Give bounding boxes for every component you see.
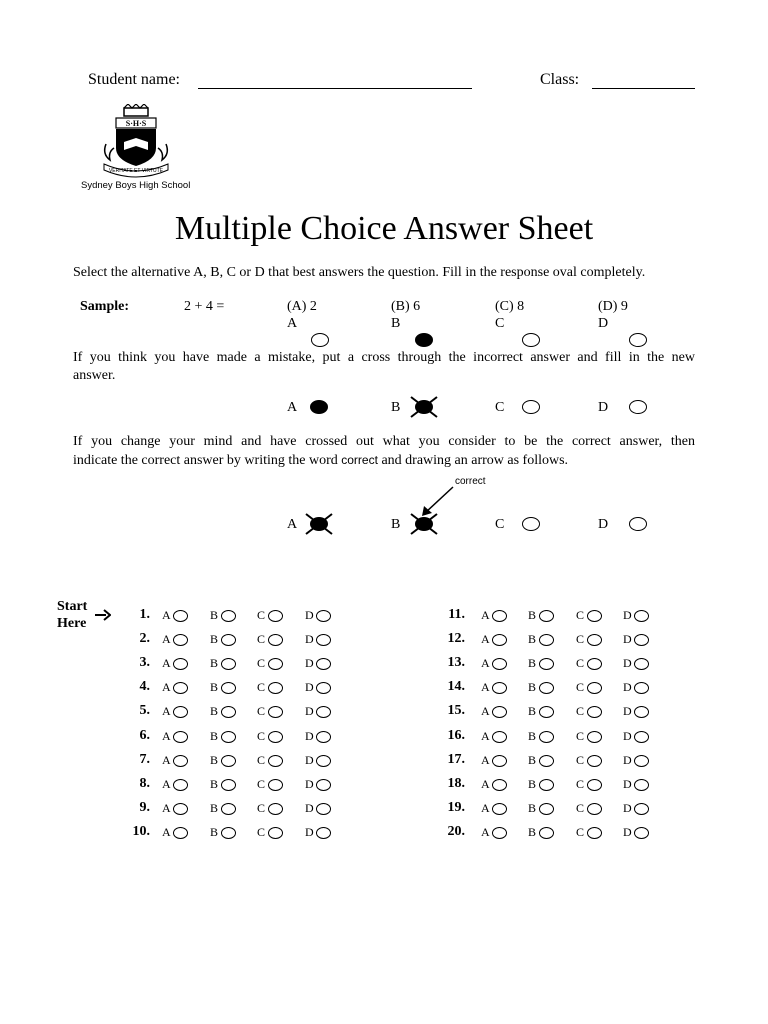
option-letter-b: B [528,656,537,670]
sample-option-c-text: (C) 8 [495,299,525,314]
answer-oval-b[interactable] [539,634,554,646]
answer-oval-d[interactable] [316,706,331,718]
answer-oval-c[interactable] [587,610,602,622]
mistake-oval-d [629,400,647,414]
option-letter-d: D [305,801,314,815]
answer-oval-d[interactable] [316,803,331,815]
question-number: 10. [132,824,150,839]
answer-oval-b[interactable] [539,610,554,622]
answer-oval-d[interactable] [634,658,649,670]
answer-oval-c[interactable] [587,658,602,670]
class-field[interactable] [592,88,695,89]
answer-oval-c[interactable] [268,803,283,815]
option-letter-b: B [528,680,537,694]
answer-oval-b[interactable] [221,731,236,743]
answer-oval-a[interactable] [173,779,188,791]
mistake-letter-a: A [287,400,298,415]
mistake-letter-b: B [391,400,401,415]
answer-oval-d[interactable] [316,658,331,670]
answer-oval-b[interactable] [221,610,236,622]
mistake-letter-d: D [598,400,609,415]
question-number: 5. [139,703,150,718]
question-number: 4. [139,679,150,694]
question-number: 19. [447,800,465,815]
option-letter-c: C [257,632,266,646]
option-letter-a: A [162,704,171,718]
option-letter-d: D [623,777,632,791]
school-name: Sydney Boys High School [81,180,191,191]
question-number: 9. [139,800,150,815]
answer-oval-d[interactable] [634,827,649,839]
answer-oval-b[interactable] [221,682,236,694]
option-letter-a: A [481,729,490,743]
answer-oval-d[interactable] [316,779,331,791]
correct-annotation: correct [455,476,486,487]
answer-oval-d[interactable] [316,731,331,743]
answer-oval-b[interactable] [539,827,554,839]
mistake-oval-a-filled [310,400,328,414]
option-letter-a: A [162,777,171,791]
answer-oval-d[interactable] [634,755,649,767]
option-letter-d: D [305,825,314,839]
correct-oval-d [629,517,647,531]
option-letter-c: C [257,680,266,694]
answer-oval-d[interactable] [634,682,649,694]
answer-oval-a[interactable] [492,755,507,767]
option-letter-b: B [528,608,537,622]
sample-option-a-letter: A [287,316,298,331]
answer-oval-d[interactable] [634,706,649,718]
answer-oval-b[interactable] [221,634,236,646]
question-number: 8. [139,776,150,791]
option-letter-a: A [162,632,171,646]
option-letter-b: B [210,680,219,694]
option-letter-a: A [481,801,490,815]
cross-mark-icon [409,395,439,419]
correct-letter-a: A [287,517,298,532]
option-letter-b: B [210,825,219,839]
answer-oval-a[interactable] [492,658,507,670]
answer-oval-a[interactable] [173,827,188,839]
answer-oval-b[interactable] [221,706,236,718]
answer-oval-c[interactable] [268,658,283,670]
sample-label: Sample: [80,299,129,314]
answer-oval-a[interactable] [492,803,507,815]
answer-oval-c[interactable] [268,706,283,718]
sample-option-b-letter: B [391,316,401,331]
arrow-right-icon [95,609,111,621]
option-letter-c: C [576,825,585,839]
answer-oval-a[interactable] [173,634,188,646]
instruction-mistake-line1: If you think you have made a mistake, put a cross through the incorrect answer and fill in the new [73,350,695,365]
school-crest-logo [100,104,172,178]
option-letter-d: D [305,680,314,694]
answer-oval-a[interactable] [173,610,188,622]
mistake-oval-c [522,400,540,414]
option-letter-c: C [257,801,266,815]
option-letter-c: C [257,753,266,767]
option-letter-d: D [305,753,314,767]
question-number: 2. [139,631,150,646]
answer-oval-d[interactable] [316,827,331,839]
option-letter-a: A [162,608,171,622]
answer-oval-a[interactable] [492,682,507,694]
instruction-change-part2: and drawing an arrow as follows. [381,453,569,468]
sample-option-d-letter: D [598,316,609,331]
answer-oval-c[interactable] [587,779,602,791]
option-letter-d: D [305,632,314,646]
option-letter-c: C [576,608,585,622]
option-letter-d: D [623,729,632,743]
option-letter-a: A [162,729,171,743]
option-letter-d: D [623,753,632,767]
question-number: 13. [447,655,465,670]
start-here-line2: Here [57,616,87,631]
answer-oval-d[interactable] [316,755,331,767]
answer-oval-c[interactable] [268,827,283,839]
answer-oval-d[interactable] [634,803,649,815]
option-letter-d: D [623,680,632,694]
sample-oval-b-filled [415,333,433,347]
answer-oval-c[interactable] [268,634,283,646]
correct-letter-d: D [598,517,609,532]
answer-oval-c[interactable] [268,755,283,767]
option-letter-b: B [210,753,219,767]
answer-oval-a[interactable] [173,706,188,718]
correct-letter-b: B [391,517,401,532]
answer-oval-a[interactable] [173,755,188,767]
option-letter-c: C [257,777,266,791]
sample-option-c-letter: C [495,316,505,331]
class-label: Class: [540,71,580,88]
sample-option-d-text: (D) 9 [598,299,628,314]
option-letter-a: A [162,753,171,767]
answer-oval-c[interactable] [587,706,602,718]
option-letter-c: C [576,801,585,815]
answer-oval-b[interactable] [539,706,554,718]
answer-oval-b[interactable] [221,755,236,767]
answer-oval-c[interactable] [587,634,602,646]
option-letter-a: A [481,680,490,694]
answer-oval-b[interactable] [539,658,554,670]
option-letter-a: A [162,680,171,694]
question-number: 3. [139,655,150,670]
correct-oval-c [522,517,540,531]
answer-oval-c[interactable] [268,731,283,743]
option-letter-a: A [481,777,490,791]
option-letter-b: B [528,777,537,791]
answer-oval-b[interactable] [539,731,554,743]
sample-option-a-text: (A) 2 [287,299,317,314]
option-letter-c: C [576,632,585,646]
option-letter-c: C [257,704,266,718]
option-letter-a: A [481,656,490,670]
start-here-label [57,598,87,632]
option-letter-c: C [576,680,585,694]
sample-question: 2 + 4 = [184,299,225,314]
question-number: 18. [447,776,465,791]
student-name-label: Student name: [88,71,180,88]
instruction-mistake-line2: answer. [73,368,116,383]
answer-oval-c[interactable] [587,731,602,743]
option-letter-c: C [576,656,585,670]
answer-oval-c[interactable] [587,755,602,767]
option-letter-b: B [528,704,537,718]
question-number: 7. [139,752,150,767]
correct-letter-c: C [495,517,505,532]
option-letter-a: A [481,608,490,622]
answer-oval-c[interactable] [587,827,602,839]
answer-oval-c[interactable] [268,610,283,622]
option-letter-b: B [210,608,219,622]
student-name-field[interactable] [198,88,472,89]
question-number: 14. [447,679,465,694]
option-letter-b: B [528,729,537,743]
option-letter-c: C [257,729,266,743]
svg-text:VERITATE ET VIRTUTE: VERITATE ET VIRTUTE [108,168,164,174]
answer-oval-a[interactable] [173,803,188,815]
question-number: 11. [448,607,465,622]
question-number: 20. [447,824,465,839]
answer-oval-a[interactable] [492,610,507,622]
option-letter-b: B [528,801,537,815]
answer-oval-a[interactable] [173,731,188,743]
option-letter-d: D [623,825,632,839]
question-number: 12. [447,631,465,646]
option-letter-c: C [576,704,585,718]
answer-oval-d[interactable] [634,610,649,622]
option-letter-c: C [257,608,266,622]
option-letter-d: D [305,729,314,743]
option-letter-a: A [481,632,490,646]
instruction-change-line1: If you change your mind and have crossed out what you consider to be the correct answer, then [73,434,695,449]
question-number: 15. [447,703,465,718]
option-letter-a: A [162,656,171,670]
option-letter-b: B [528,825,537,839]
answer-oval-d[interactable] [634,731,649,743]
svg-text:S·H·S: S·H·S [125,119,147,128]
option-letter-d: D [305,777,314,791]
option-letter-c: C [257,825,266,839]
option-letter-c: C [576,777,585,791]
answer-oval-d[interactable] [634,779,649,791]
option-letter-b: B [210,632,219,646]
answer-oval-b[interactable] [221,779,236,791]
answer-oval-a[interactable] [173,658,188,670]
answer-oval-b[interactable] [539,682,554,694]
option-letter-c: C [257,656,266,670]
answer-oval-b[interactable] [221,803,236,815]
answer-oval-a[interactable] [492,731,507,743]
option-letter-d: D [305,704,314,718]
answer-oval-b[interactable] [539,755,554,767]
option-letter-d: D [623,801,632,815]
option-letter-d: D [305,656,314,670]
answer-oval-a[interactable] [492,827,507,839]
page-title: Multiple Choice Answer Sheet [174,210,594,247]
answer-oval-a[interactable] [492,634,507,646]
answer-oval-b[interactable] [539,779,554,791]
sample-option-b-text: (B) 6 [391,299,421,314]
answer-oval-a[interactable] [173,682,188,694]
option-letter-a: A [481,825,490,839]
question-number: 17. [447,752,465,767]
mistake-letter-c: C [495,400,505,415]
option-letter-d: D [623,704,632,718]
sample-oval-d [629,333,647,347]
answer-oval-d[interactable] [316,610,331,622]
instruction-select: Select the alternative A, B, C or D that best answers the question. Fill in the response oval completely. [73,265,646,280]
answer-oval-b[interactable] [221,658,236,670]
question-number: 1. [139,607,150,622]
option-letter-b: B [210,801,219,815]
answer-oval-a[interactable] [492,706,507,718]
option-letter-b: B [210,777,219,791]
sample-oval-c [522,333,540,347]
cross-mark-icon [409,512,439,536]
answer-oval-c[interactable] [587,803,602,815]
option-letter-d: D [623,656,632,670]
option-letter-b: B [528,753,537,767]
answer-oval-b[interactable] [221,827,236,839]
option-letter-a: A [481,704,490,718]
option-letter-a: A [481,753,490,767]
answer-oval-a[interactable] [492,779,507,791]
answer-oval-d[interactable] [316,682,331,694]
instruction-change-part1: indicate the correct answer by writing the word [73,453,338,468]
option-letter-b: B [528,632,537,646]
answer-oval-d[interactable] [634,634,649,646]
option-letter-b: B [210,656,219,670]
option-letter-d: D [305,608,314,622]
question-number: 6. [139,728,150,743]
start-here-line1: Start [57,599,88,614]
answer-oval-b[interactable] [539,803,554,815]
option-letter-a: A [162,825,171,839]
option-letter-d: D [623,608,632,622]
option-letter-b: B [210,729,219,743]
option-letter-a: A [162,801,171,815]
option-letter-d: D [623,632,632,646]
instruction-change-word: correct [341,453,378,467]
option-letter-c: C [576,753,585,767]
option-letter-c: C [576,729,585,743]
cross-mark-icon [304,512,334,536]
answer-oval-c[interactable] [587,682,602,694]
answer-oval-d[interactable] [316,634,331,646]
answer-oval-c[interactable] [268,779,283,791]
instruction-change-line2 [73,451,568,470]
option-letter-b: B [210,704,219,718]
answer-oval-c[interactable] [268,682,283,694]
sample-oval-a [311,333,329,347]
question-number: 16. [447,728,465,743]
